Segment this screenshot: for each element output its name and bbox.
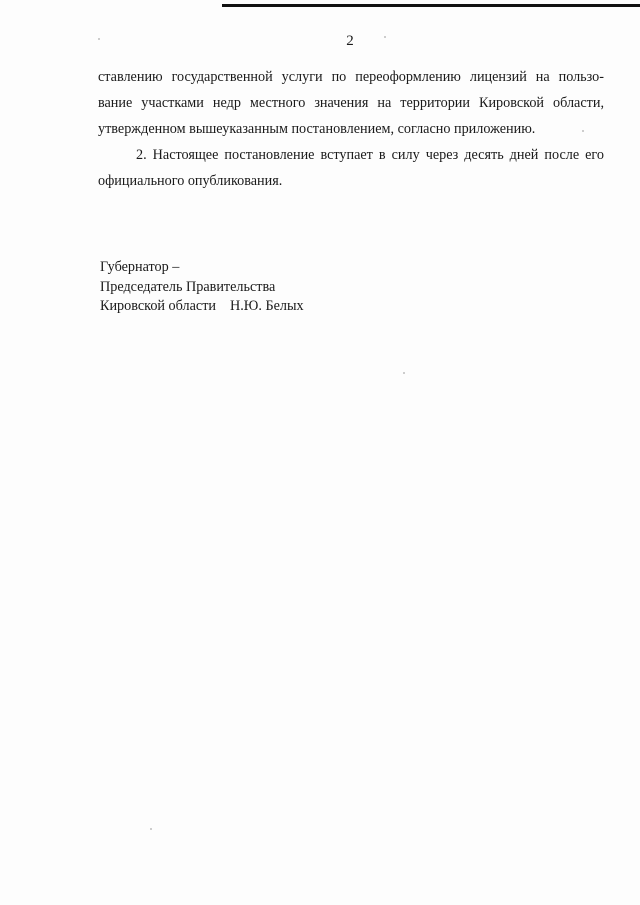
scan-speck [150, 828, 152, 830]
page-number: 2 [346, 33, 354, 49]
signature-position: Председатель Правительства [100, 278, 276, 295]
text-line: 2. Настоящее постановление вступает в силу через десять дней после его [136, 147, 604, 163]
signature-org: Кировской области [100, 298, 216, 314]
scan-speck [403, 372, 405, 374]
top-rule [222, 4, 640, 7]
scan-speck [98, 38, 100, 40]
signature-org-line [100, 297, 304, 317]
text-line: утвержденном вышеуказанным постановлением, согласно приложению. [98, 121, 536, 137]
text-line: вание участками недр местного значения на территории Кировской области, [98, 95, 604, 111]
paragraph-item-2 [98, 142, 604, 194]
text-line: официального опубликования. [98, 173, 283, 189]
scan-speck [384, 36, 386, 38]
document-body [98, 64, 604, 194]
signature-name: Н.Ю. Белых [230, 298, 304, 314]
paragraph-continuation [98, 64, 604, 142]
signature-block [100, 258, 304, 317]
scan-speck [582, 130, 584, 132]
signature-title: Губернатор – [100, 259, 180, 275]
text-line: ставлению государственной услуги по переоформлению лицензий на пользо- [98, 69, 604, 85]
